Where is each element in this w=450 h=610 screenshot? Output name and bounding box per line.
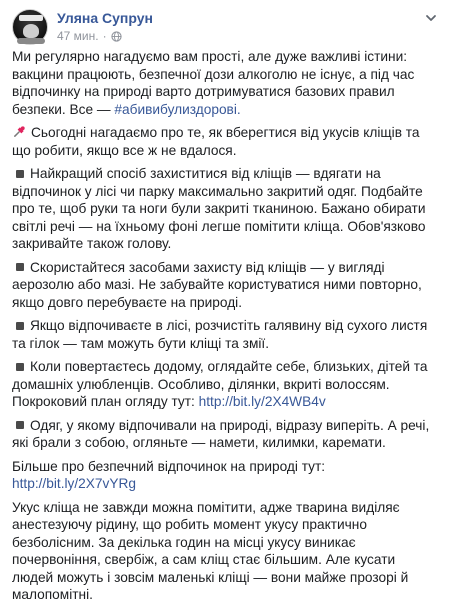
post-header <box>12 9 438 45</box>
meta-separator: · <box>102 29 107 43</box>
bullet-paragraph <box>12 317 440 352</box>
more-info-text: Більше про безпечний відпочинок на природі тут: <box>12 458 326 474</box>
square-bullet-icon <box>16 263 24 271</box>
more-info-paragraph <box>12 458 440 493</box>
square-bullet-icon <box>16 170 24 178</box>
square-bullet-icon <box>16 421 24 429</box>
today-text: Сьогодні нагадаємо про те, як вберегтися від укусів кліщів та що робити, якщо все ж не вдалося. <box>12 125 420 158</box>
bullet-text: Коли повертаєтесь додому, оглядайте себе, близьких, дітей та домашніх улюбленців. Особливо, ділянки, вкриті волоссям. Покроковий план огляду тут: <box>12 359 428 409</box>
bullet-paragraph <box>12 165 440 253</box>
bullet-paragraph <box>12 259 440 312</box>
square-bullet-icon <box>16 322 24 330</box>
avatar-detail <box>19 15 43 21</box>
globe-icon[interactable] <box>111 31 122 42</box>
bullet-paragraph <box>12 417 440 452</box>
bullet-paragraph <box>12 358 440 411</box>
intro-text: Ми регулярно нагадуємо вам прості, але дуже важливі істини: вакцини працюють, безпечної дози алкоголю не існує, а під час відпочинку на природі варто дотримуватися базових правил безпеки. Все — <box>12 49 415 117</box>
post-timestamp-link[interactable]: 47 мин. <box>57 29 99 43</box>
post-meta <box>57 29 122 43</box>
post-body <box>12 48 440 610</box>
square-bullet-icon <box>16 363 24 371</box>
avatar-detail <box>17 38 45 44</box>
avatar-detail <box>23 24 39 38</box>
inspection-plan-link[interactable]: http://bit.ly/2X4WB4v <box>198 394 326 409</box>
chevron-down-icon[interactable] <box>424 11 438 25</box>
more-info-link[interactable]: http://bit.ly/2X7vYRg <box>12 476 137 491</box>
hashtag-link[interactable]: #абивибулиздорові. <box>114 101 241 117</box>
pushpin-icon <box>12 124 27 139</box>
bullet-text: Найкращий спосіб захиститися від кліщів — вдягати на відпочинок у лісі чи парку максимально закритий одяг. Подбайте про те, щоб руки та ноги були закриті тканиною. Бажано обирати світлі речі — на їхньому фоні легше помітити кліща. Обов'язково закривайте також голову. <box>12 166 426 251</box>
bullet-text: Одяг, у якому відпочивали на природі, відразу виперіть. А речі, які брали з собою, огляньте — намети, килимки, каремати. <box>12 417 430 450</box>
bullet-text: Скористайтеся засобами захисту від кліщів — у вигляді аерозолю або мазі. Не забувайте користуватися ними повторно, якщо довго перебуваєте на природі. <box>12 259 422 310</box>
profile-avatar[interactable] <box>12 9 48 45</box>
bullet-text: Якщо відпочиваєте в лісі, розчистіть галявину від сухого листя та гілок — там можуть бути кліщі та змії. <box>12 318 428 351</box>
author-name-link[interactable]: Уляна Супрун <box>57 10 153 26</box>
today-paragraph <box>12 124 440 159</box>
final-paragraph: Укус кліща не завжди можна помітити, адже тварина виділяє анестезуючу рідину, що робить момент укусу практично безболісним. За декілька годин на місці укусу виникає почервоніння, свербіж, а сам кліщ стає більшим. Але кусати людей можуть і зовсім маленькі кліщі — вони майже прозорі й малопомітні. <box>12 499 409 602</box>
intro-paragraph <box>12 48 440 118</box>
